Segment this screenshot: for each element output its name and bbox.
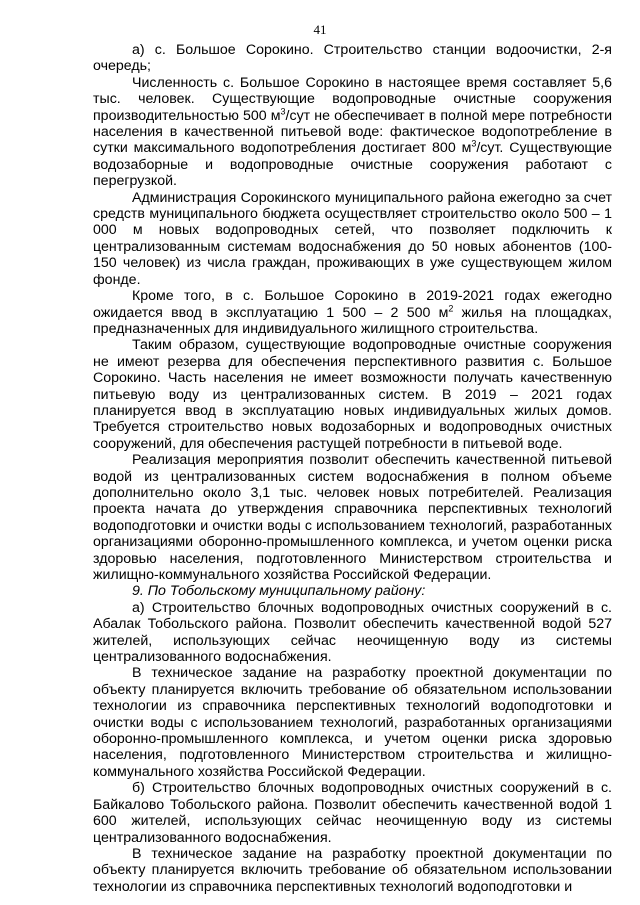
- paragraph-baikalovo: б) Строительство блочных водопроводных очистных сооружений в с. Байкалово Тобольского района. Позволит обеспечить качественной водой 1 600 жителей, использующих сейчас неочищенную воду из системы централизованного водоснабжения.: [93, 780, 612, 846]
- paragraph-administration: Администрация Сорокинского муниципального района ежегодно за счет средств муниципального бюджета осуществляет строительство около 500 – 1 000 м новых водопроводных сетей, что позволяет подключить к централизованным системам водоснабжения до 50 новых абонентов (100-150 человек) из числа граждан, проживающих в уже существующем жилом фонде.: [93, 189, 612, 288]
- paragraph-housing: Кроме того, в с. Большое Сорокино в 2019-2021 годах ежегодно ожидается ввод в эксплуатацию 1 500 – 2 500 $м^2$ жилья на площадках, предназначенных для индивидуального жилищного строительства.: [93, 288, 612, 337]
- paragraph-abalak: а) Строительство блочных водопроводных очистных сооружений в с. Абалак Тобольского района. Позволит обеспечить качественной водой 527 жителей, использующих сейчас неочищенную воду из системы централизованного водоснабжения.: [93, 599, 612, 666]
- paragraph-item-a: а) с. Большое Сорокино. Строительство станции водоочистки, 2-я очередь;: [93, 42, 612, 75]
- paragraph-technical-task-1: В техническое задание на разработку проектной документации по объекту планируется включить требование об обязательном использовании технологии из справочника перспективных технологий водоподготовки и очистки воды с использованием технологий, разработанных организациями оборонно-промышленного комплекса, и учетом оценки риска здоровью населения, подготовленного Министерством строительства и жилищно-коммунального хозяйства Российской Федерации.: [93, 665, 612, 780]
- superscript: 3: [280, 105, 286, 116]
- page-number: 41: [313, 22, 327, 37]
- paragraph-conclusion: Таким образом, существующие водопроводные очистные сооружения не имеют резерва для обеспечения перспективного развития с. Большое Сорокино. Часть населения не имеет возможности получать качественную питьевую воду из централизованных систем. В 2019 – 2021 годах планируется ввод в эксплуатацию новых индивидуальных жилых домов. Требуется строительство новых водозаборных и водопроводных очистных сооружений, для обеспечения растущей потребности в питьевой воде.: [93, 337, 612, 452]
- document-body: [93, 42, 612, 895]
- paragraph-technical-task-2: В техническое задание на разработку проектной документации по объекту планируется включить требование об обязательном использовании технологии из справочника перспективных технологий водоподготовки и: [93, 845, 612, 895]
- section-heading-tobolsk: 9. По Тобольскому муниципальному району:: [132, 583, 426, 600]
- paragraph-implementation: Реализация мероприятия позволит обеспечить качественной питьевой водой из централизованных систем водоснабжения в полном объеме дополнительно около 3,1 тыс. человек новых потребителей. Реализация проекта начата до утверждения справочника перспективных технологий водоподготовки и очистки воды с использованием технологий, разработанных организациями оборонно-промышленного комплекса, и учетом оценки риска здоровью населения, подготовленного Министерством строительства и жилищно-коммунального хозяйства Российской Федерации.: [93, 452, 612, 583]
- paragraph-population: Численность с. Большое Сорокино в настоящее время составляет 5,6 тыс. человек. Существующие водопроводные очистные сооружения производительностью 500 $м^3$/сут не обеспечивает в полной мере потребности населения в качественной питьевой воде: фактическое водопотребление в сутки максимального водопотребления достигает 800 $м^3$/сут. Существующие водозаборные и водопроводные очистные сооружения работают с перегрузкой.: [93, 74, 612, 190]
- superscript: 3: [471, 138, 477, 149]
- superscript: 2: [448, 302, 454, 313]
